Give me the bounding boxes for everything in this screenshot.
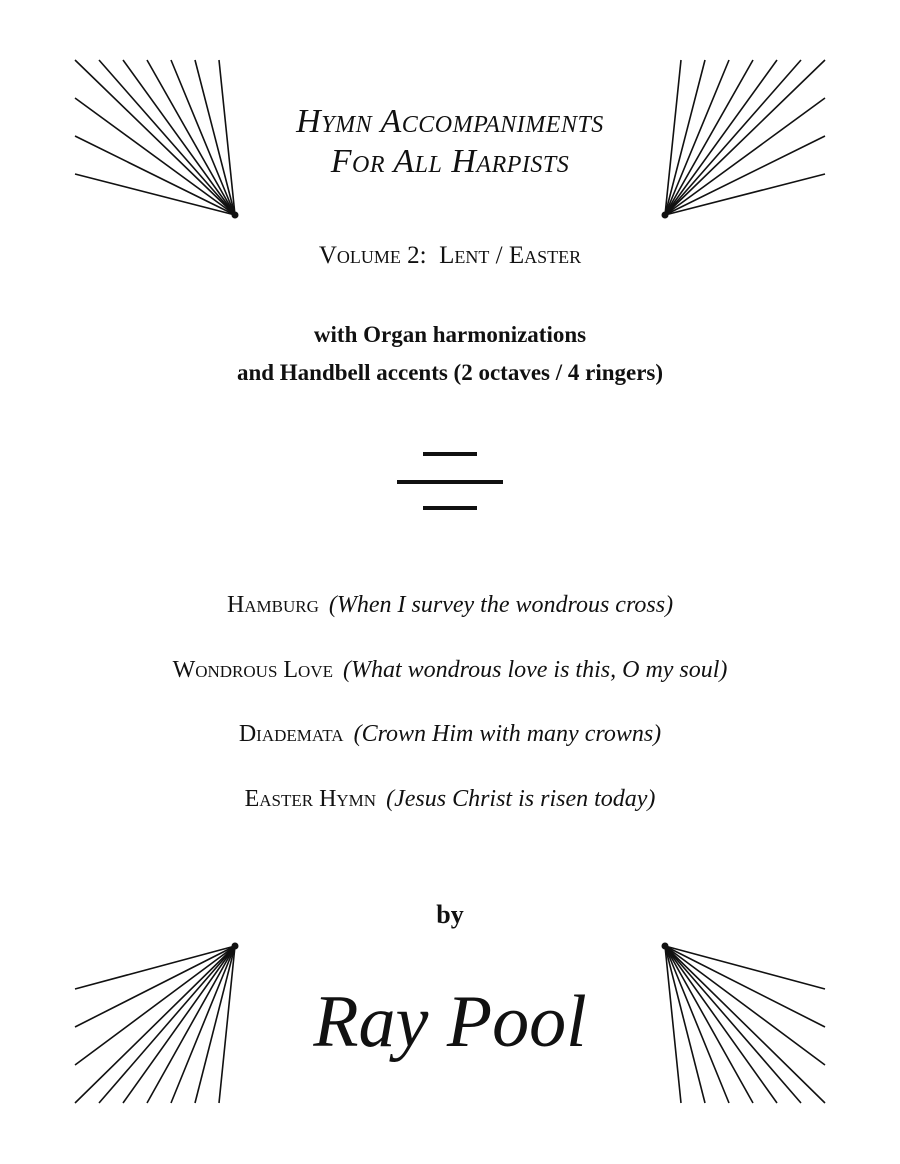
divider-bar-bottom xyxy=(423,506,477,510)
hymn-entry xyxy=(0,786,900,813)
subtitle-line-1: with Organ harmonizations xyxy=(313,322,587,347)
sunburst-apex xyxy=(232,943,239,950)
hymn-entry xyxy=(0,721,900,748)
hymn-text-line: (When I survey the wondrous cross) xyxy=(328,592,674,618)
sunburst-apex xyxy=(662,943,669,950)
hymn-entry xyxy=(0,657,900,684)
book-title xyxy=(0,102,900,182)
hymn-tune-name: Diademata xyxy=(238,721,344,747)
hymn-tune-name: Easter Hymn xyxy=(244,786,377,812)
volume-label: Volume 2: Lent / Easter xyxy=(318,242,582,269)
hymn-entry xyxy=(0,592,900,619)
sunburst-apex xyxy=(662,212,669,219)
author-name: Ray Pool xyxy=(313,981,587,1063)
hymn-tune-name: Wondrous Love xyxy=(172,657,333,683)
sunburst-apex xyxy=(232,212,239,219)
subtitle xyxy=(0,316,900,392)
hymn-text-line: (Jesus Christ is risen today) xyxy=(386,786,656,812)
title-line-1: Hymn Accompaniments xyxy=(296,103,604,140)
divider-bar-middle xyxy=(397,480,503,484)
subtitle-line-2: and Handbell accents (2 octaves / 4 ringers) xyxy=(236,360,664,385)
hymn-text-line: (What wondrous love is this, O my soul) xyxy=(343,657,728,683)
hymn-text-line: (Crown Him with many crowns) xyxy=(353,721,662,747)
by-label: by xyxy=(436,900,464,929)
hymn-tune-name: Hamburg xyxy=(226,592,319,618)
title-line-2: For All Harpists xyxy=(330,143,570,180)
divider-bar-top xyxy=(423,452,477,456)
